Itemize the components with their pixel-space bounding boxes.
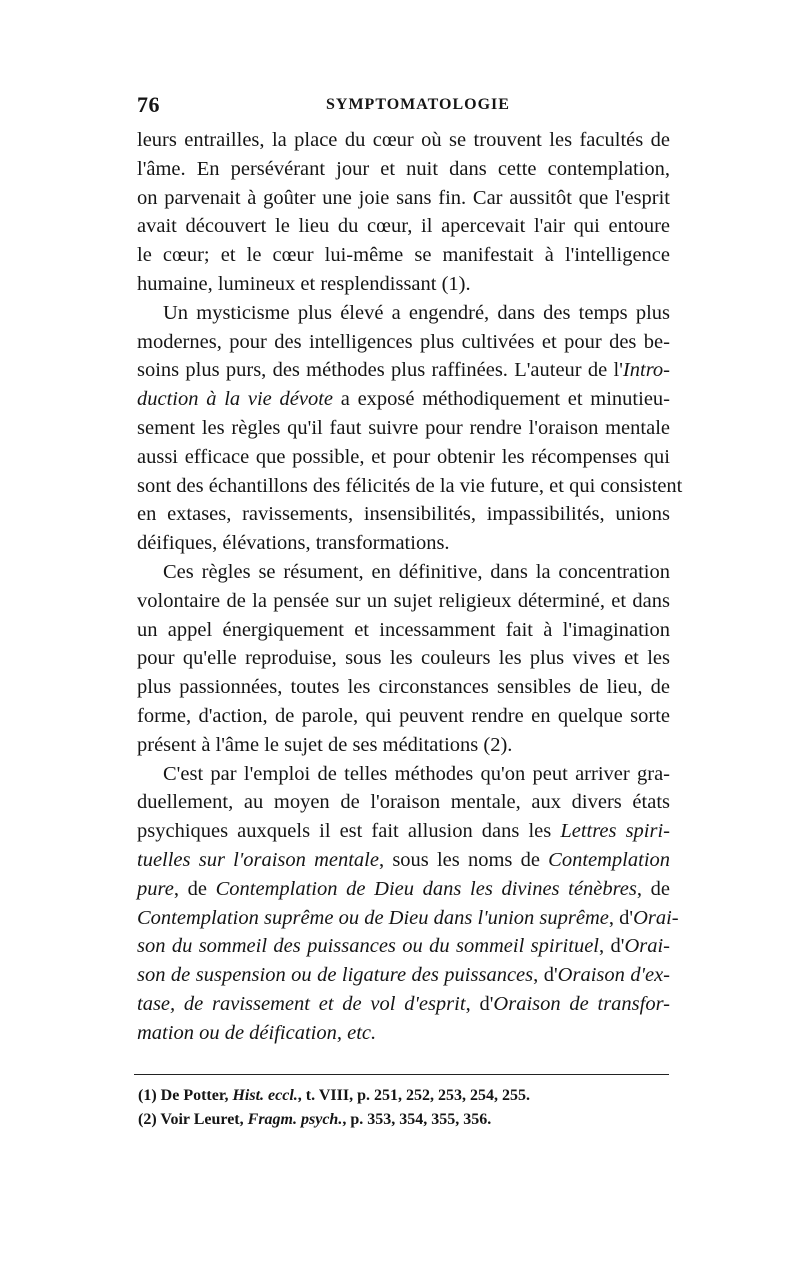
text-span: aussi efficace que possible, et pour obtenir les récompenses qui [137,445,670,468]
text-span: , sous les noms de [378,848,549,871]
text-span: volontaire de la pensée sur un sujet religieux déterminé, et dans [137,589,670,612]
footnote-work: Fragm. psych. [247,1111,343,1128]
text-line [137,702,670,731]
text-span: , de [173,877,216,900]
text-span: a exposé méthodiquement et minutieu- [333,388,670,411]
italic-span: Contemplation suprême ou de Dieu dans l'union suprême [137,906,609,929]
text-span: soins plus purs, des méthodes plus raffinées. L'auteur de l' [137,359,623,382]
italic-span: Lettres spiri- [560,820,670,843]
italic-span: Contemplation [548,848,671,871]
text-line [137,385,670,414]
italic-span: Contemplation de Dieu dans les divines ténèbres [215,877,637,900]
footnote-marker: (1) [138,1087,157,1104]
text-line [137,817,670,846]
text-span: avait découvert le lieu du cœur, il apercevait l'air qui entoure [137,215,670,238]
text-span: , de [636,877,671,900]
text-line [137,212,670,241]
text-line [137,155,670,184]
footnote-rule [134,1074,669,1075]
text-line [137,472,683,501]
text-span: en extases, ravissements, insensibilités, impassibilités, unions [137,503,670,526]
text-span: , d' [465,992,494,1015]
text-span: , d' [608,906,634,929]
text-line [137,875,670,904]
footnote-reference: , t. VIII, p. 251, 252, 253, 254, 255. [297,1087,530,1104]
text-line [137,184,670,213]
text-line [137,961,670,990]
italic-span: mation ou de déification, etc. [137,1021,377,1044]
footnote-marker: (2) [138,1111,157,1128]
text-line [137,904,679,933]
text-span: psychiques auxquels il est fait allusion dans les [137,820,561,843]
italic-span: tuelles sur l'oraison mentale [137,848,379,871]
text-line [137,356,670,385]
text-span: , d' [599,935,625,958]
text-span: Un mysticisme plus élevé a engendré, dans des temps plus [163,301,670,324]
text-span: sont des échantillons des félicités de la vie future, et qui consistent [137,474,683,497]
text-span: le cœur; et le cœur lui-même se manifestait à l'intelligence [137,244,670,267]
text-span: présent à l'âme le sujet de ses méditations (2). [137,733,513,756]
text-span: humaine, lumineux et resplendissant (1). [137,272,471,295]
italic-span: Orai- [633,906,679,929]
text-line [137,1019,670,1048]
footnote-author: Voir Leuret, [160,1111,244,1128]
italic-span: son du sommeil des puissances ou du sommeil spirituel [137,935,599,958]
text-line [137,126,670,155]
text-span: forme, d'action, de parole, qui peuvent rendre en quelque sorte [137,704,670,727]
italic-span: duction à la vie dévote [137,388,334,411]
text-line [137,673,670,702]
footnote-work: Hist. eccl. [232,1087,298,1104]
italic-span: Orai- [624,935,670,958]
italic-span: Oraison de transfor- [493,992,670,1015]
text-line [137,500,670,529]
text-line [137,328,670,357]
text-span: leurs entrailles, la place du cœur où se trouvent les facultés de [137,129,670,151]
paragraph-start-line [137,299,670,328]
text-span: déifiques, élévations, transformations. [137,532,450,555]
text-span: , d' [533,964,558,987]
paragraph-start-line [137,760,670,789]
text-line [137,587,670,616]
footnotes [138,1084,530,1132]
paragraph-start-line [137,558,670,587]
text-line [137,731,670,760]
text-span: C'est par l'emploi de telles méthodes qu'on peut arriver gra- [163,762,670,785]
footnote-1 [138,1084,530,1108]
text-line [137,616,670,645]
body-text [137,126,683,1048]
text-line [137,414,670,443]
text-span: on parvenait à goûter une joie sans fin. Car aussitôt que l'esprit [137,186,670,209]
text-line [137,644,670,673]
text-line [137,529,670,558]
italic-span: son de suspension ou de ligature des puissances [137,964,534,987]
italic-span: Intro- [622,359,670,382]
text-span: l'âme. En persévérant jour et nuit dans cette contemplation, [137,157,670,180]
text-span: duellement, au moyen de l'oraison mentale, aux divers états [137,791,670,814]
italic-span: tase, de ravissement et de vol d'esprit [137,992,466,1015]
text-span: plus passionnées, toutes les circonstances sensibles de lieu, de [137,676,670,699]
text-line [137,990,670,1019]
text-line [137,241,670,270]
text-span: modernes, pour des intelligences plus cultivées et pour des be- [137,330,670,353]
text-span: Ces règles se résument, en définitive, dans la concentration [163,560,670,583]
text-line [137,846,670,875]
text-span: sement les règles qu'il faut suivre pour rendre l'oraison mentale [137,416,670,439]
footnote-author: De Potter, [160,1087,229,1104]
text-line [137,788,670,817]
text-line [137,270,670,299]
page-number: 76 [137,92,160,117]
italic-span: Oraison d'ex- [557,964,670,987]
footnote-2 [138,1108,530,1132]
text-line [137,932,670,961]
footnote-reference: , p. 353, 354, 355, 356. [342,1111,492,1128]
text-line [137,443,670,472]
running-head: SYMPTOMATOLOGIE [326,96,510,113]
text-span: pour qu'elle reproduise, sous les couleurs les plus vives et les [137,647,670,670]
text-span: un appel énergiquement et incessamment fait à l'imagination [137,618,670,641]
italic-span: pure [137,877,174,900]
